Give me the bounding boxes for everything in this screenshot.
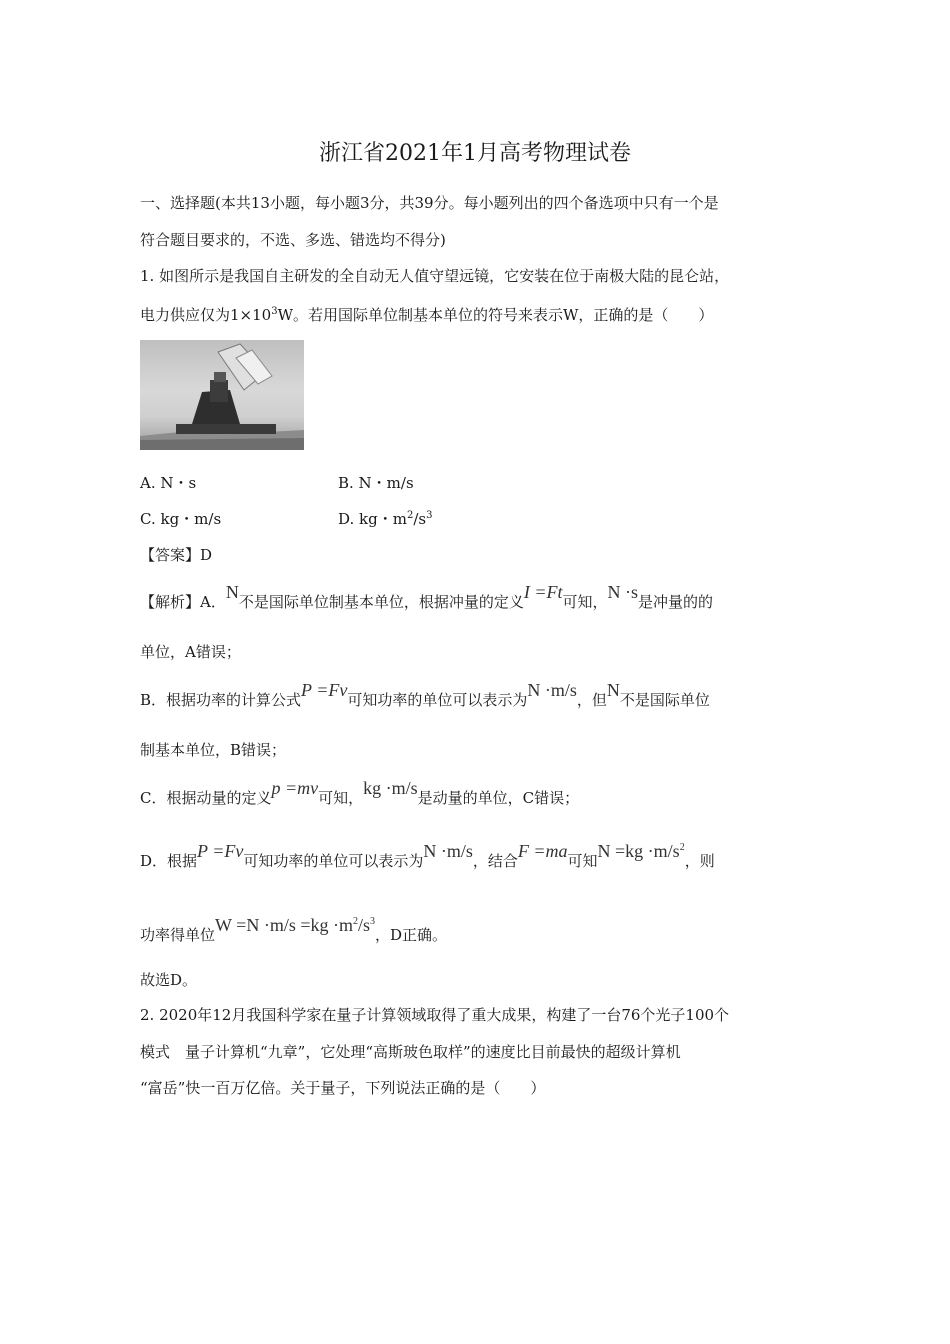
analysis-b-line2: 制基本单位，B错误；	[140, 741, 287, 759]
math-unit-kgms: kg ·m/s	[363, 778, 418, 798]
q1-stem-line1: 1. 如图所示是我国自主研发的全自动无人值守望远镜，它安装在位于南极大陆的昆仑站，	[140, 267, 730, 285]
math-force-formula: F =ma	[517, 841, 568, 861]
page-title: 浙江省2021年1月高考物理试卷	[319, 141, 631, 166]
q1-option-d: D. kg・$m^2/s^3$	[338, 510, 433, 528]
telescope-illustration	[140, 340, 304, 450]
math-unit-nms: N ·m/s	[527, 680, 577, 700]
analysis-d-line1: D．根据P =Fv可知功率的单位可以表示为N ·m/s，结合F =ma可知$N =kg \cdot m/s^2$，则	[140, 841, 715, 870]
q1-option-a: A. N・s	[140, 474, 197, 492]
section-heading-line1: 一、选择题(本共13小题，每小题3分，共39分。每小题列出的四个备选项中只有一个是	[140, 194, 719, 212]
analysis-a-line1: 【解析】A．N不是国际单位制基本单位，根据冲量的定义I =Ft可知，N ·s是冲量的的	[140, 582, 714, 611]
q1-answer: 【答案】D	[140, 546, 213, 564]
math-n: N	[606, 680, 620, 700]
q1-conclusion: 故选D。	[140, 971, 198, 989]
analysis-b-line1: B．根据功率的计算公式P =Fv可知功率的单位可以表示为N ·m/s，但N不是国际单位	[140, 680, 710, 709]
math-power-formula: P =Fv	[301, 680, 348, 700]
section-heading-line2: 符合题目要求的，不选、多选、错选均不得分)	[140, 231, 446, 249]
q1-option-c: C. kg・m/s	[140, 510, 222, 528]
math-n: N	[225, 582, 239, 602]
q2-stem-line2: 模式 量子计算机“九章”，它处理“高斯玻色取样”的速度比目前最快的超级计算机	[140, 1043, 681, 1061]
q2-stem-line1: 2. 2020年12月我国科学家在量子计算领域取得了重大成果，构建了一台76个光子100个	[140, 1006, 730, 1024]
analysis-a-line2: 单位，A错误；	[140, 643, 241, 661]
math-watt-unit: $W =N \cdot m/s =kg \cdot m^2/s^3$	[215, 915, 375, 935]
math-newton-unit: $N =kg \cdot m/s^2$	[597, 841, 685, 861]
analysis-c-line1: C．根据动量的定义p =mv可知，kg ·m/s是动量的单位，C错误；	[140, 778, 580, 807]
q2-stem-line3: “富岳”快一百万亿倍。关于量子，下列说法正确的是（ ）	[140, 1079, 546, 1097]
analysis-d-line2: 功率得单位$W =N \cdot m/s =kg \cdot m^2/s^3$，D正确。	[140, 915, 448, 944]
math-momentum-formula: p =mv	[271, 778, 319, 798]
math-power-formula: P =Fv	[197, 841, 244, 861]
q1-option-b: B. N・m/s	[338, 474, 414, 492]
telescope-photo	[140, 340, 304, 450]
math-unit-nms: N ·m/s	[423, 841, 473, 861]
math-unit-ns: N ·s	[607, 582, 639, 602]
q1-stem-line2: 电力供应仅为$1\times 10^3W$。若用国际单位制基本单位的符号来表示W，正确的是（ ）	[140, 306, 714, 324]
math-impulse-formula: I =Ft	[523, 582, 563, 602]
